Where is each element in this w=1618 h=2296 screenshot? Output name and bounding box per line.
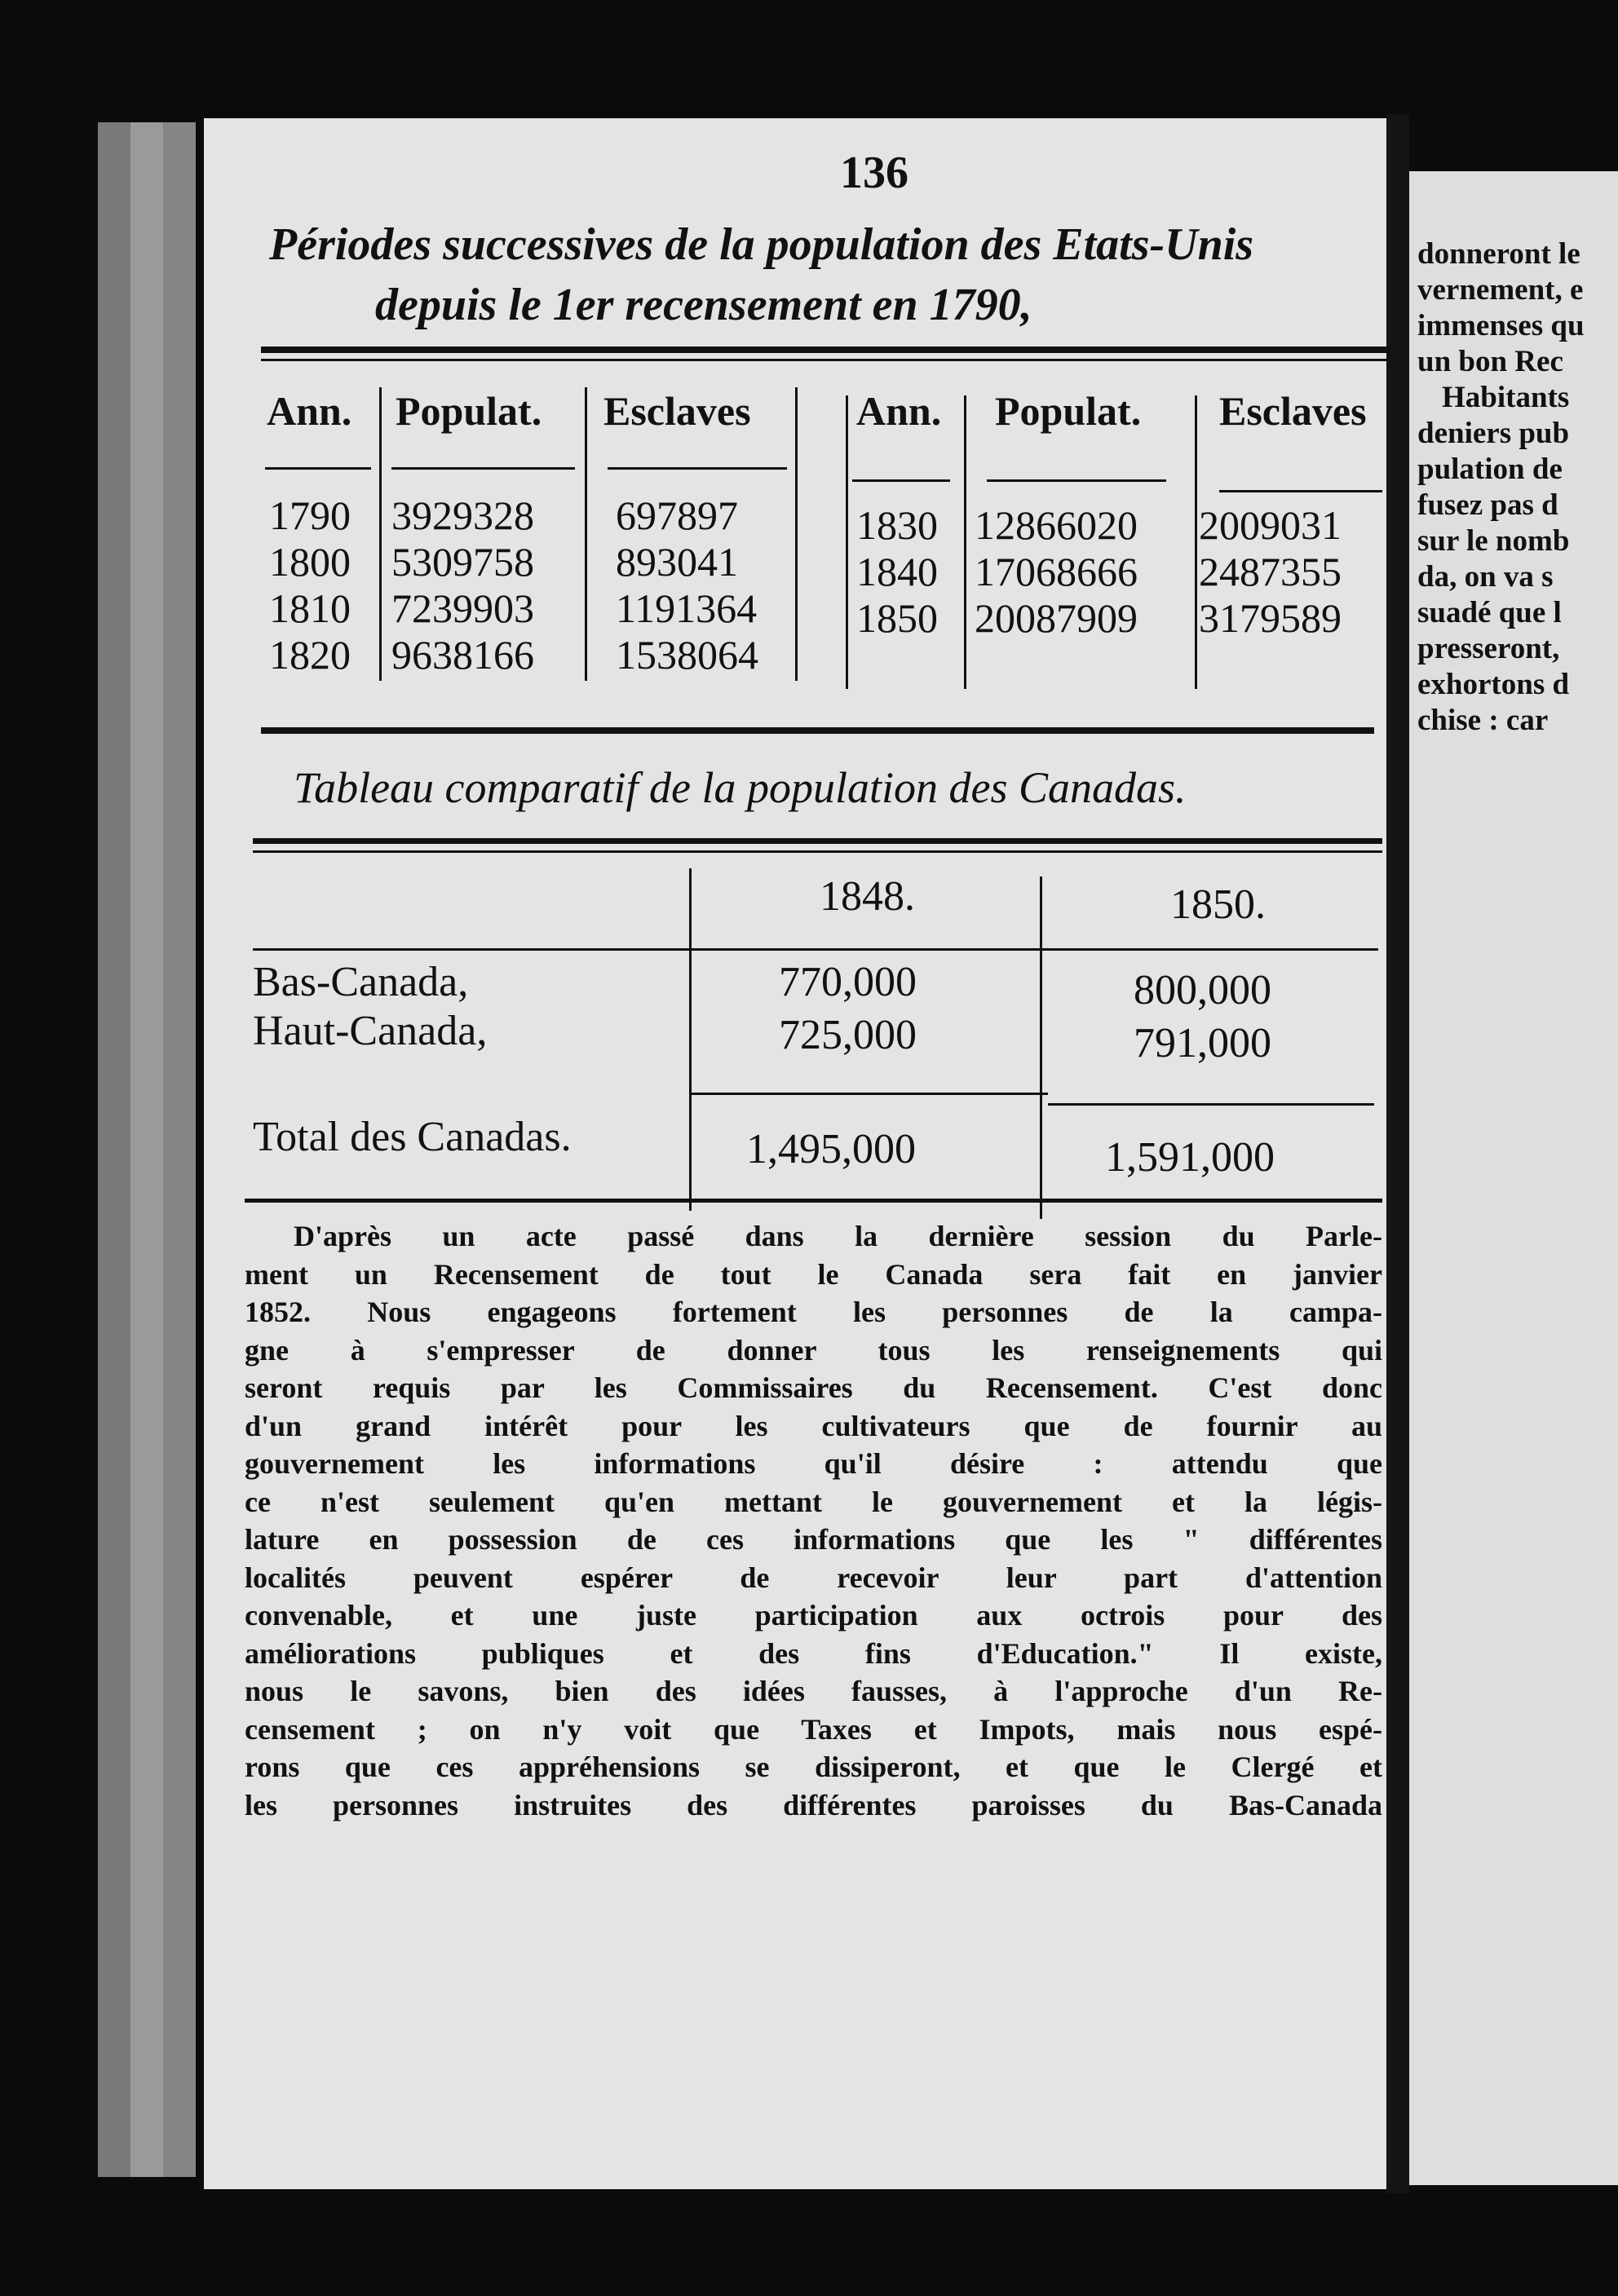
book-edge bbox=[98, 122, 130, 2177]
year-1848: 1848. bbox=[820, 873, 915, 920]
year-1850: 1850. bbox=[1170, 881, 1266, 928]
total-value: 1,495,000 bbox=[746, 1126, 916, 1172]
rule bbox=[852, 479, 950, 482]
next-page-line: donneront le bbox=[1417, 237, 1580, 271]
next-page-line: un bon Rec bbox=[1417, 345, 1563, 378]
year-cell: 1850 bbox=[856, 595, 938, 641]
next-page bbox=[1409, 171, 1618, 2185]
population-cell: 5309758 bbox=[391, 539, 534, 585]
column-divider bbox=[379, 387, 382, 681]
population-cell: 9638166 bbox=[391, 632, 534, 678]
header-slaves: Esclaves bbox=[1219, 388, 1367, 434]
paragraph-line: ce n'est seulement qu'en mettant le gouvernement et la légis- bbox=[245, 1485, 1382, 1518]
population-cell: 12866020 bbox=[975, 502, 1138, 548]
paragraph-line: seront requis par les Commissaires du Recensement. C'est donc bbox=[245, 1371, 1382, 1404]
year-cell: 1840 bbox=[856, 549, 938, 594]
paragraph-line: censement ; on n'y voit que Taxes et Impots, mais nous espé- bbox=[245, 1712, 1382, 1746]
column-divider bbox=[1040, 876, 1042, 1219]
next-page-line: da, on va s bbox=[1417, 560, 1554, 594]
row-label: Haut-Canada, bbox=[253, 1008, 488, 1054]
slaves-cell: 1191364 bbox=[616, 585, 758, 631]
total-label: Total des Canadas. bbox=[253, 1114, 572, 1160]
column-divider bbox=[795, 387, 798, 681]
next-page-line: chise : car bbox=[1417, 704, 1549, 737]
population-cell: 17068666 bbox=[975, 549, 1138, 594]
rule bbox=[253, 838, 1382, 844]
rule bbox=[261, 347, 1390, 353]
next-page-line: pulation de bbox=[1417, 453, 1563, 486]
year-cell: 1830 bbox=[856, 502, 938, 548]
page-title-line2: depuis le 1er recensement en 1790, bbox=[375, 280, 1032, 330]
total-value: 1,591,000 bbox=[1105, 1134, 1275, 1181]
rule bbox=[1048, 1103, 1374, 1106]
rule bbox=[608, 467, 787, 470]
slaves-cell: 893041 bbox=[616, 539, 738, 585]
book-edge bbox=[163, 122, 196, 2177]
paragraph-line: les personnes instruites des différentes paroisses du Bas-Canada bbox=[245, 1788, 1382, 1821]
next-page-line: sur le nomb bbox=[1417, 524, 1570, 558]
header-population: Populat. bbox=[995, 388, 1142, 434]
year-cell: 1790 bbox=[269, 492, 351, 538]
paragraph-line: lature en possession de ces informations que les " différentes bbox=[245, 1523, 1382, 1556]
row-value: 725,000 bbox=[779, 1012, 917, 1058]
rule bbox=[261, 727, 1374, 734]
slaves-cell: 697897 bbox=[616, 492, 738, 538]
column-divider bbox=[585, 387, 587, 681]
next-page-line: suadé que l bbox=[1417, 596, 1562, 629]
year-cell: 1810 bbox=[269, 585, 351, 631]
next-page-line: presseront, bbox=[1417, 632, 1560, 665]
paragraph-line: nous le savons, bien des idées fausses, à l'approche d'un Re- bbox=[245, 1675, 1382, 1707]
canada-table bbox=[237, 844, 1386, 1203]
population-cell: 3929328 bbox=[391, 492, 534, 538]
slaves-cell: 1538064 bbox=[616, 632, 758, 678]
next-page-line: immenses qu bbox=[1417, 309, 1585, 342]
population-cell: 20087909 bbox=[975, 595, 1138, 641]
column-divider bbox=[846, 395, 848, 689]
page-number: 136 bbox=[840, 148, 908, 198]
paragraph-line: d'un grand intérêt pour les cultivateurs que de fournir au bbox=[245, 1409, 1382, 1442]
slaves-cell: 2487355 bbox=[1199, 549, 1342, 594]
population-table bbox=[257, 371, 1390, 730]
population-cell: 7239903 bbox=[391, 585, 534, 631]
paragraph-line: convenable, et une juste participation aux octrois pour des bbox=[245, 1599, 1382, 1631]
next-page-line: vernement, e bbox=[1417, 273, 1584, 307]
next-page-line: exhortons d bbox=[1417, 668, 1570, 701]
paragraph-line: gouvernement les informations qu'il désire : attendu que bbox=[245, 1447, 1382, 1480]
row-label: Bas-Canada, bbox=[253, 959, 469, 1005]
paragraph-line: D'après un acte passé dans la dernière session du Parle- bbox=[294, 1220, 1382, 1252]
next-page-line: deniers pub bbox=[1417, 417, 1570, 450]
year-cell: 1820 bbox=[269, 632, 351, 678]
row-value: 770,000 bbox=[779, 959, 917, 1005]
paragraph-line: gne à s'empresser de donner tous les renseignements qui bbox=[245, 1333, 1382, 1367]
table-subtitle: Tableau comparatif de la population des Canadas. bbox=[294, 763, 1187, 812]
rule bbox=[1219, 490, 1382, 492]
rule bbox=[253, 948, 1378, 951]
paragraph-line: ment un Recensement de tout le Canada sera fait en janvier bbox=[245, 1257, 1382, 1291]
rule bbox=[265, 467, 371, 470]
paragraph-line: améliorations publiques et des fins d'Education." Il existe, bbox=[245, 1636, 1382, 1670]
row-value: 800,000 bbox=[1134, 967, 1271, 1013]
rule bbox=[689, 1093, 1048, 1095]
page-title: Périodes successives de la population des Etats-Unis bbox=[269, 219, 1254, 270]
slaves-cell: 2009031 bbox=[1199, 502, 1342, 548]
column-divider bbox=[964, 395, 966, 689]
header-year: Ann. bbox=[856, 388, 942, 434]
header-population: Populat. bbox=[396, 388, 542, 434]
slaves-cell: 3179589 bbox=[1199, 595, 1342, 641]
year-cell: 1800 bbox=[269, 539, 351, 585]
rule bbox=[391, 467, 575, 470]
header-slaves: Esclaves bbox=[603, 388, 751, 434]
column-divider bbox=[1195, 395, 1197, 689]
header-year: Ann. bbox=[267, 388, 352, 434]
rule bbox=[987, 479, 1166, 482]
paragraph-line: rons que ces appréhensions se dissiperont, et que le Clergé et bbox=[245, 1751, 1382, 1783]
book-edge bbox=[130, 122, 163, 2177]
row-value: 791,000 bbox=[1134, 1020, 1271, 1066]
rule bbox=[245, 1199, 1382, 1203]
paragraph-line: localités peuvent espérer de recevoir leur part d'attention bbox=[245, 1561, 1382, 1594]
next-page-line: fusez pas d bbox=[1417, 488, 1558, 522]
rule bbox=[261, 359, 1390, 361]
next-page-line: Habitants bbox=[1442, 381, 1570, 414]
column-divider bbox=[689, 868, 692, 1211]
paragraph-line: 1852. Nous engageons fortement les personnes de la campa- bbox=[245, 1296, 1382, 1328]
